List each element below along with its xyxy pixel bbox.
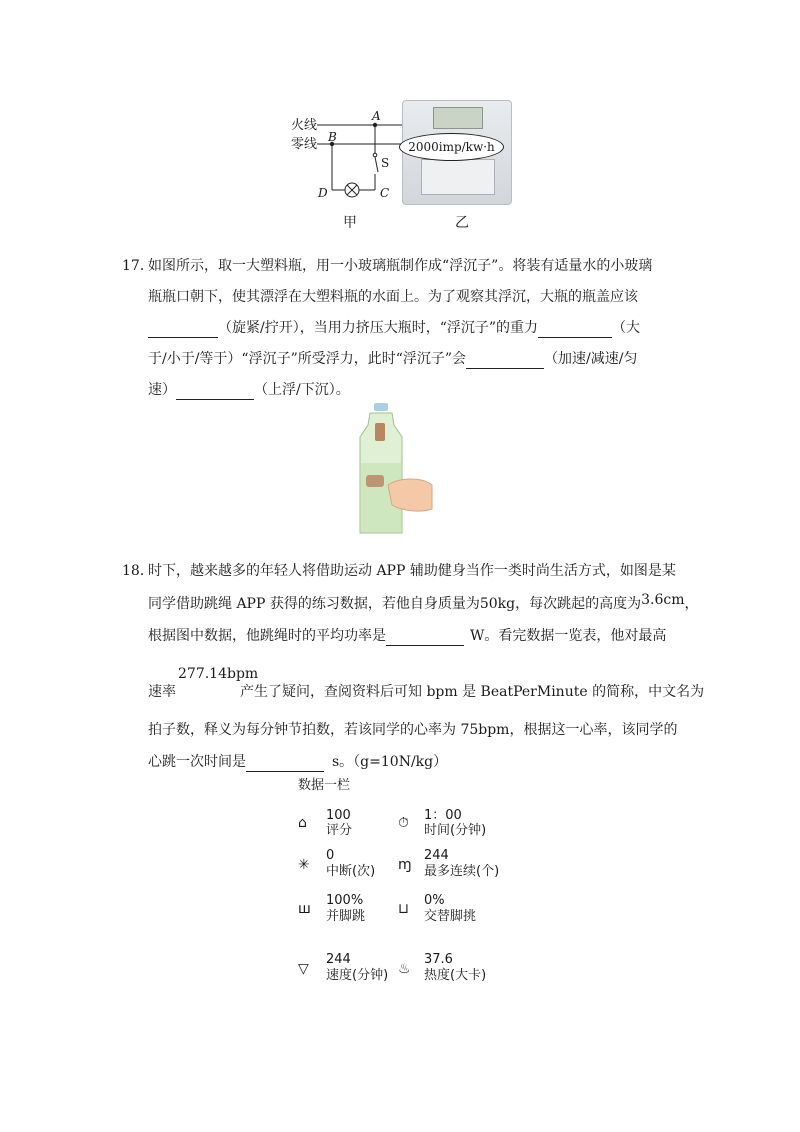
clock-icon: ⏱ [398,815,409,831]
burst-icon: ✳ [298,857,310,873]
point-b-label: B [328,130,337,144]
flame-icon: ♨ [398,961,411,977]
stat-value: 100% [326,893,364,908]
stat-value: 244 [424,848,449,863]
answer-blank[interactable] [538,321,612,338]
alternate-feet-icon: ⊔ [398,901,409,917]
question-17-line-4: 于/小于/等于）“浮沉子”所受浮力，此时“浮沉子”会 （加速/减速/匀 [148,351,638,367]
stat-label: 时间(分钟) [424,823,487,838]
max-rate-value: 277.14bpm [178,666,259,682]
live-wire-label: 火线 [291,118,318,133]
figure-caption-jia: 甲 [343,215,357,231]
neutral-wire-label: 零线 [291,137,318,152]
question-17-line-5: 速） （上浮/下沉）。 [148,382,350,398]
stat-value: 100 [326,808,351,823]
bottle-diver-image [340,403,450,535]
switch-s-label: S [381,156,390,170]
speed-icon: ▽ [298,961,309,977]
meter-constant-callout: 2000imp/kw·h [399,133,504,161]
question-18-line-6: 心跳一次时间是 s。（g=10N/kg） [148,754,448,770]
figure-caption-yi: 乙 [455,215,469,231]
answer-blank[interactable] [246,755,324,772]
question-18-line-3: 根据图中数据，他跳绳时的平均功率是 W。看完数据一览表，他对最高 [148,628,667,644]
point-a-label: A [372,109,381,123]
answer-blank[interactable] [466,352,544,369]
point-c-label: C [380,186,390,200]
stat-value: 244 [326,952,351,967]
stat-label: 热度(大卡) [424,968,487,983]
question-17-line-1: 如图所示，取一大塑料瓶，用一小玻璃瓶制作成“浮沉子”。将装有适量水的小玻璃 [148,258,653,274]
workout-stats-panel [294,777,534,987]
answer-blank[interactable] [386,629,464,646]
jump-height-value: 3.6cm [641,592,685,608]
stat-label: 中断(次) [326,864,376,879]
stat-value: 0% [424,893,445,908]
question-18-number: 18． [122,563,154,579]
answer-blank[interactable] [148,321,218,338]
question-17-line-3: （旋紧/拧开），当用力挤压大瓶时，“浮沉子”的重力 （大 [148,318,640,338]
stat-value: 0 [326,848,335,863]
answer-blank[interactable] [176,383,254,400]
stat-label: 最多连续(个) [424,864,500,879]
stats-title: 数据一栏 [298,778,351,793]
stat-label: 并脚跳 [326,909,366,924]
question-17-number: 17． [122,258,154,274]
stat-label: 交替脚挑 [424,909,477,924]
streak-icon: ɱ [398,857,412,873]
question-18-line-5: 拍子数，释义为每分钟节拍数，若该同学的心率为 75bpm，根据这一心率，该同学的 [148,722,678,738]
question-18-line-4: 速率 产生了疑问，查阅资料后可知 bpm 是 BeatPerMinute 的简称，中文名为 [148,684,705,700]
score-icon: ⌂ [298,815,307,831]
question-18-line-2: 同学借助跳绳 APP 获得的练习数据，若他自身质量为50kg，每次跳起的高度为3.6cm， [148,592,699,612]
question-18-line-1: 时下，越来越多的年轻人将借助运动 APP 辅助健身当作一类时尚生活方式，如图是某 [148,563,676,579]
point-d-label: D [318,186,328,200]
question-17-line-2: 瓶瓶口朝下，使其漂浮在大塑料瓶的水面上。为了观察其浮沉，大瓶的瓶盖应该 [148,289,638,305]
stat-value: 1：00 [424,808,462,823]
feet-together-icon: ꟺ [298,901,311,917]
stat-value: 37.6 [424,952,453,967]
stat-label: 速度(分钟) [326,968,389,983]
stat-label: 评分 [326,823,353,838]
